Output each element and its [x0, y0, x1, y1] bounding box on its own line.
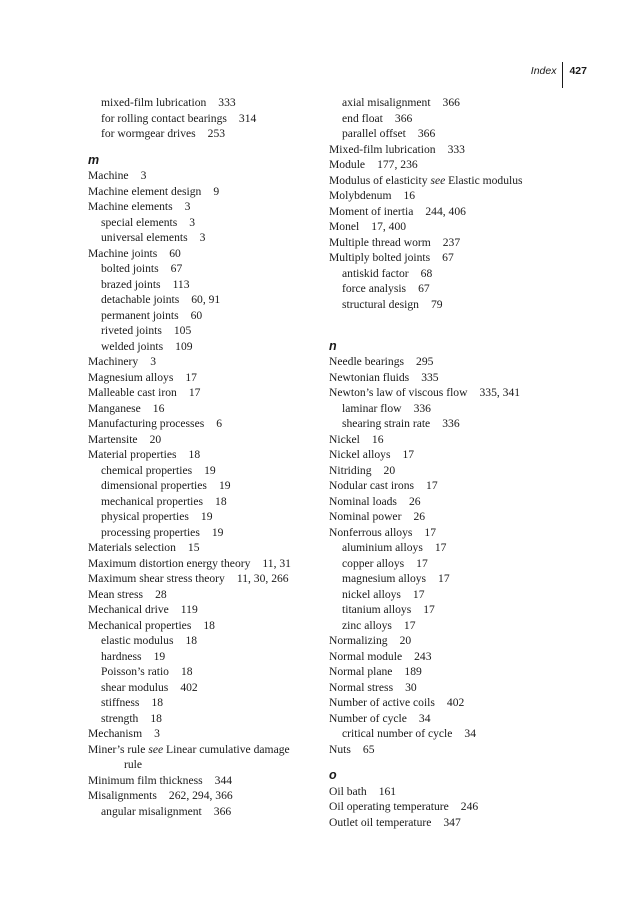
index-entry — [329, 784, 569, 800]
index-spacer — [329, 312, 569, 328]
page-number: 427 — [569, 65, 587, 77]
index-page-refs: 18 — [185, 634, 198, 647]
index-term: Material properties — [88, 448, 177, 461]
index-entry — [88, 540, 320, 556]
index-term: Oil bath — [329, 784, 367, 798]
index-column-right — [329, 95, 569, 830]
index-term: riveted joints — [101, 324, 162, 337]
index-term: Maximum shear stress theory — [88, 572, 225, 585]
index-entry — [329, 204, 569, 220]
index-page-refs: 34 — [418, 711, 431, 725]
index-term: Miner’s rule — [88, 742, 146, 756]
index-subentry — [329, 602, 569, 618]
index-subentry — [88, 215, 320, 231]
index-subentry — [329, 540, 569, 556]
index-subentry — [88, 230, 320, 246]
index-page-refs: 9 — [213, 184, 220, 198]
index-subentry — [88, 509, 320, 525]
index-entry — [329, 432, 569, 448]
index-term: critical number of cycle — [342, 727, 453, 740]
index-term: Oil operating temperature — [329, 800, 449, 813]
index-subentry — [329, 587, 569, 603]
index-subentry — [329, 401, 569, 417]
index-subentry — [88, 323, 320, 339]
index-page-refs: 18 — [215, 494, 227, 508]
index-page-refs: 17 — [426, 479, 438, 492]
index-entry — [88, 370, 320, 386]
index-subentry — [329, 571, 569, 587]
index-term: Manufacturing processes — [88, 417, 205, 430]
index-term: Normal plane — [329, 665, 393, 678]
index-term: Nonferrous alloys — [329, 525, 413, 539]
index-entry — [88, 168, 320, 184]
index-term: Outlet oil temperature — [329, 815, 432, 829]
index-term: Magnesium alloys — [88, 370, 174, 384]
index-subentry — [329, 726, 569, 742]
index-page-refs: 67 — [170, 262, 183, 275]
index-page-refs: 19 — [200, 510, 213, 523]
index-page-refs: 3 — [154, 727, 160, 740]
index-term: Nickel alloys — [329, 448, 391, 461]
index-entry — [329, 463, 569, 479]
index-letter-heading: m — [88, 152, 100, 167]
index-term: Monel — [329, 220, 360, 233]
index-term: Machine — [88, 169, 129, 182]
index-page-refs: 15 — [187, 541, 200, 554]
index-term: Multiple thread worm — [329, 235, 431, 249]
index-page-refs: 402 — [446, 696, 465, 709]
index-term: Newtonian fluids — [329, 370, 410, 384]
index-page-refs: 11, 31 — [262, 556, 291, 570]
see-reference-target: Linear cumulative damage — [166, 742, 290, 756]
index-subentry — [88, 695, 320, 711]
index-entry — [329, 478, 569, 494]
index-page-refs: 366 — [213, 804, 232, 818]
index-entry — [88, 447, 320, 463]
index-term: Multiply bolted joints — [329, 251, 431, 264]
index-entry — [329, 235, 569, 251]
index-entry — [329, 157, 569, 173]
index-entry — [88, 385, 320, 401]
index-term: Nickel — [329, 432, 360, 446]
index-subentry — [329, 111, 569, 127]
index-subentry — [88, 494, 320, 510]
index-entry — [88, 354, 320, 370]
index-page-refs: 18 — [188, 448, 201, 461]
index-page-refs: 336 — [442, 417, 460, 430]
index-term: universal elements — [101, 231, 188, 244]
index-term: shear modulus — [101, 680, 169, 694]
index-subentry — [329, 266, 569, 282]
index-page-refs: 28 — [155, 587, 167, 601]
index-page-refs: 20 — [399, 634, 412, 647]
index-page-refs: 119 — [180, 603, 198, 616]
index-subentry — [88, 277, 320, 293]
index-page-refs: 16 — [371, 432, 384, 446]
index-page-refs: 17 — [434, 541, 447, 554]
index-page-refs: 19 — [211, 525, 224, 539]
page-header — [531, 62, 587, 88]
index-term: Manganese — [88, 401, 141, 415]
index-page-refs: 60, 91 — [191, 293, 221, 306]
index-page-refs: 113 — [172, 277, 190, 291]
index-term: detachable joints — [101, 293, 180, 306]
index-subentry — [88, 126, 320, 142]
index-term: Mixed-film lubrication — [329, 142, 436, 156]
index-subentry — [88, 111, 320, 127]
index-term: Nominal loads — [329, 494, 397, 508]
index-entry — [88, 571, 320, 587]
index-page-refs: 335 — [421, 370, 439, 384]
index-subentry — [329, 95, 569, 111]
index-entry — [329, 370, 569, 386]
index-page-refs: 344 — [214, 773, 233, 787]
index-entry — [329, 711, 569, 727]
index-page-refs: 3 — [189, 215, 196, 229]
index-subentry — [88, 804, 320, 820]
index-page-refs: 161 — [378, 784, 397, 798]
index-entry — [88, 199, 320, 215]
index-page-refs: 17, 400 — [371, 220, 407, 233]
index-subentry — [88, 292, 320, 308]
index-page-refs: 246 — [460, 800, 479, 813]
index-subentry — [88, 525, 320, 541]
index-page-refs: 402 — [180, 680, 198, 694]
index-term: processing properties — [101, 525, 200, 539]
index-entry — [329, 695, 569, 711]
index-page-refs: 11, 30, 266 — [236, 572, 289, 585]
index-letter-heading: o — [329, 768, 337, 782]
index-term: copper alloys — [342, 556, 405, 570]
index-page-refs: 17 — [185, 370, 197, 384]
index-entry — [88, 246, 320, 262]
index-term: aluminium alloys — [342, 541, 423, 554]
index-term: angular misalignment — [101, 804, 202, 818]
index-term: special elements — [101, 215, 178, 229]
index-term: Normal stress — [329, 680, 394, 694]
index-subentry — [329, 618, 569, 634]
index-subentry — [88, 339, 320, 355]
index-entry — [329, 447, 569, 463]
index-term: Nodular cast irons — [329, 479, 415, 492]
index-subentry — [329, 556, 569, 572]
index-page-refs: 237 — [442, 235, 461, 249]
index-term: Mean stress — [88, 587, 144, 601]
index-subentry — [88, 664, 320, 680]
see-reference-word: see — [430, 173, 446, 187]
index-cross-reference — [329, 173, 569, 189]
index-page-refs: 109 — [175, 339, 193, 353]
index-page-refs: 16 — [403, 189, 416, 202]
index-page-refs: 105 — [173, 324, 192, 337]
index-term: Normal module — [329, 649, 403, 663]
index-page-refs: 19 — [218, 479, 231, 492]
index-entry — [329, 649, 569, 665]
index-term: structural design — [342, 297, 419, 311]
index-entry — [329, 525, 569, 541]
index-page-refs: 17 — [402, 448, 415, 461]
index-term: Molybdenum — [329, 189, 392, 202]
index-page-refs: 253 — [207, 127, 226, 140]
index-term: shearing strain rate — [342, 417, 431, 430]
index-page-refs: 17 — [403, 618, 416, 632]
index-term: mixed-film lubrication — [101, 96, 207, 109]
index-page-refs: 18 — [150, 711, 162, 725]
index-term: axial misalignment — [342, 96, 431, 109]
index-term: Moment of inertia — [329, 204, 414, 218]
index-page-refs: 18 — [203, 618, 215, 632]
index-page-refs: 20 — [149, 432, 162, 446]
index-page-refs: 65 — [362, 742, 375, 756]
index-entry — [329, 509, 569, 525]
index-entry — [88, 416, 320, 432]
index-page-refs: 67 — [442, 251, 454, 264]
index-entry — [88, 602, 320, 618]
index-page-refs: 19 — [153, 649, 166, 663]
index-subentry — [88, 633, 320, 649]
index-term: laminar flow — [342, 401, 402, 415]
index-page-refs: 366 — [394, 111, 413, 125]
index-term: Newton’s law of viscous flow — [329, 386, 468, 399]
running-head-section: Index — [530, 65, 557, 77]
index-term: Machine joints — [88, 246, 158, 260]
index-page-refs: 189 — [404, 665, 422, 678]
index-page-refs: 17 — [188, 386, 201, 399]
index-term: Nominal power — [329, 510, 402, 523]
index-term: for rolling contact bearings — [101, 111, 227, 125]
index-subentry — [88, 308, 320, 324]
index-page-refs: 60 — [169, 246, 181, 260]
index-subentry — [88, 680, 320, 696]
index-page-refs: 333 — [218, 96, 236, 109]
index-term: Materials selection — [88, 541, 176, 554]
index-entry — [329, 494, 569, 510]
index-page-refs: 314 — [238, 111, 257, 125]
index-page-refs: 34 — [464, 727, 477, 740]
index-term: magnesium alloys — [342, 572, 427, 585]
index-subentry — [88, 711, 320, 727]
index-entry-continuation: rule — [124, 758, 143, 771]
index-page-refs: 333 — [447, 142, 465, 156]
index-term: end float — [342, 111, 383, 125]
index-cross-reference — [88, 742, 320, 758]
index-term: dimensional properties — [101, 479, 207, 492]
index-page-refs: 3 — [199, 231, 206, 244]
index-term: brazed joints — [101, 277, 161, 291]
index-term: Martensite — [88, 432, 138, 446]
index-page-refs: 17 — [424, 525, 436, 539]
index-term: Machine elements — [88, 200, 173, 213]
index-subentry — [329, 126, 569, 142]
index-page-refs: 177, 236 — [377, 158, 418, 171]
index-page-refs: 6 — [216, 417, 223, 430]
index-subentry — [88, 463, 320, 479]
index-entry — [88, 618, 320, 634]
see-reference-word: see — [148, 742, 164, 756]
header-divider — [562, 62, 563, 88]
index-page-refs: 366 — [417, 127, 436, 140]
index-term: Nuts — [329, 742, 351, 756]
index-page-refs: 60 — [190, 308, 203, 322]
index-page-refs: 18 — [151, 696, 164, 709]
index-column-left — [88, 95, 320, 819]
index-entry — [88, 587, 320, 603]
index-subentry — [329, 297, 569, 313]
index-page-refs: 244, 406 — [425, 204, 466, 218]
index-page-refs: 3 — [140, 169, 147, 182]
index-term: elastic modulus — [101, 634, 174, 647]
index-term: nickel alloys — [342, 587, 401, 601]
index-term: for wormgear drives — [101, 127, 196, 140]
index-page-refs: 79 — [430, 297, 443, 311]
index-page-refs: 26 — [408, 494, 421, 508]
index-subentry — [329, 281, 569, 297]
index-term: Maximum distortion energy theory — [88, 556, 251, 570]
index-page-refs: 26 — [413, 510, 426, 523]
index-term: Misalignments — [88, 789, 157, 802]
index-term: Normalizing — [329, 634, 388, 647]
index-term: Mechanism — [88, 727, 143, 740]
index-term: Number of active coils — [329, 696, 435, 709]
index-subentry — [88, 261, 320, 277]
index-subentry — [88, 478, 320, 494]
index-term: Malleable cast iron — [88, 386, 177, 399]
index-term: chemical properties — [101, 463, 193, 477]
index-entry — [329, 354, 569, 370]
index-term: Needle bearings — [329, 355, 405, 368]
index-entry — [329, 385, 569, 401]
index-term: Modulus of elasticity — [329, 173, 428, 187]
index-term: parallel offset — [342, 127, 406, 140]
index-entry — [329, 188, 569, 204]
index-entry — [88, 726, 320, 742]
index-term: Mechanical properties — [88, 618, 192, 632]
index-term: hardness — [101, 649, 142, 663]
index-page-refs: 336 — [413, 401, 431, 415]
index-entry — [88, 401, 320, 417]
index-page-refs: 30 — [405, 680, 417, 694]
index-entry — [329, 742, 569, 758]
index-term: physical properties — [101, 510, 189, 523]
index-entry — [329, 219, 569, 235]
index-entry — [88, 788, 320, 804]
index-page-refs: 366 — [442, 96, 460, 109]
index-page-refs: 67 — [418, 282, 430, 295]
index-page-refs: 262, 294, 366 — [168, 789, 233, 802]
index-page-refs: 16 — [152, 401, 165, 415]
index-page-refs: 3 — [184, 200, 191, 213]
index-page-refs: 19 — [204, 463, 216, 477]
index-entry — [88, 184, 320, 200]
index-term: stiffness — [101, 696, 140, 709]
index-subentry — [88, 95, 320, 111]
index-term: Mechanical drive — [88, 603, 169, 616]
index-entry — [88, 556, 320, 572]
index-page-refs: 3 — [150, 355, 157, 368]
index-page-refs: 68 — [420, 266, 433, 280]
index-page-refs: 20 — [383, 463, 396, 477]
index-entry — [329, 680, 569, 696]
index-term: bolted joints — [101, 262, 159, 275]
index-entry — [329, 633, 569, 649]
index-page-refs: 335, 341 — [479, 386, 521, 399]
index-letter-heading: n — [329, 338, 337, 353]
index-subentry — [88, 649, 320, 665]
index-term: antiskid factor — [342, 266, 409, 280]
index-term: Nitriding — [329, 463, 372, 477]
index-page-refs: 17 — [412, 587, 425, 601]
index-term: force analysis — [342, 282, 407, 295]
index-entry — [88, 432, 320, 448]
index-page-refs: 17 — [416, 556, 428, 570]
index-term: Minimum film thickness — [88, 773, 203, 787]
index-term: Module — [329, 158, 366, 171]
index-entry — [329, 142, 569, 158]
index-term: strength — [101, 711, 139, 725]
index-page-refs: 347 — [443, 815, 461, 829]
index-subentry — [329, 416, 569, 432]
index-page-refs: 17 — [438, 572, 450, 585]
index-term: titanium alloys — [342, 603, 412, 616]
index-term: mechanical properties — [101, 494, 204, 508]
see-reference-target: Elastic modulus — [448, 173, 523, 187]
index-entry — [329, 799, 569, 815]
index-term: permanent joints — [101, 308, 179, 322]
index-entry — [88, 773, 320, 789]
index-term: Poisson’s ratio — [101, 665, 169, 678]
index-entry — [329, 815, 569, 831]
index-term: zinc alloys — [342, 618, 392, 632]
index-entry — [329, 664, 569, 680]
index-page-refs: 18 — [180, 665, 193, 678]
index-entry — [329, 250, 569, 266]
index-term: Machinery — [88, 355, 139, 368]
index-page-refs: 17 — [423, 603, 435, 616]
index-term: Machine element design — [88, 184, 202, 198]
index-term: Number of cycle — [329, 711, 407, 725]
index-term: welded joints — [101, 339, 164, 353]
index-page-refs: 243 — [414, 649, 432, 663]
index-page-refs: 295 — [416, 355, 434, 368]
